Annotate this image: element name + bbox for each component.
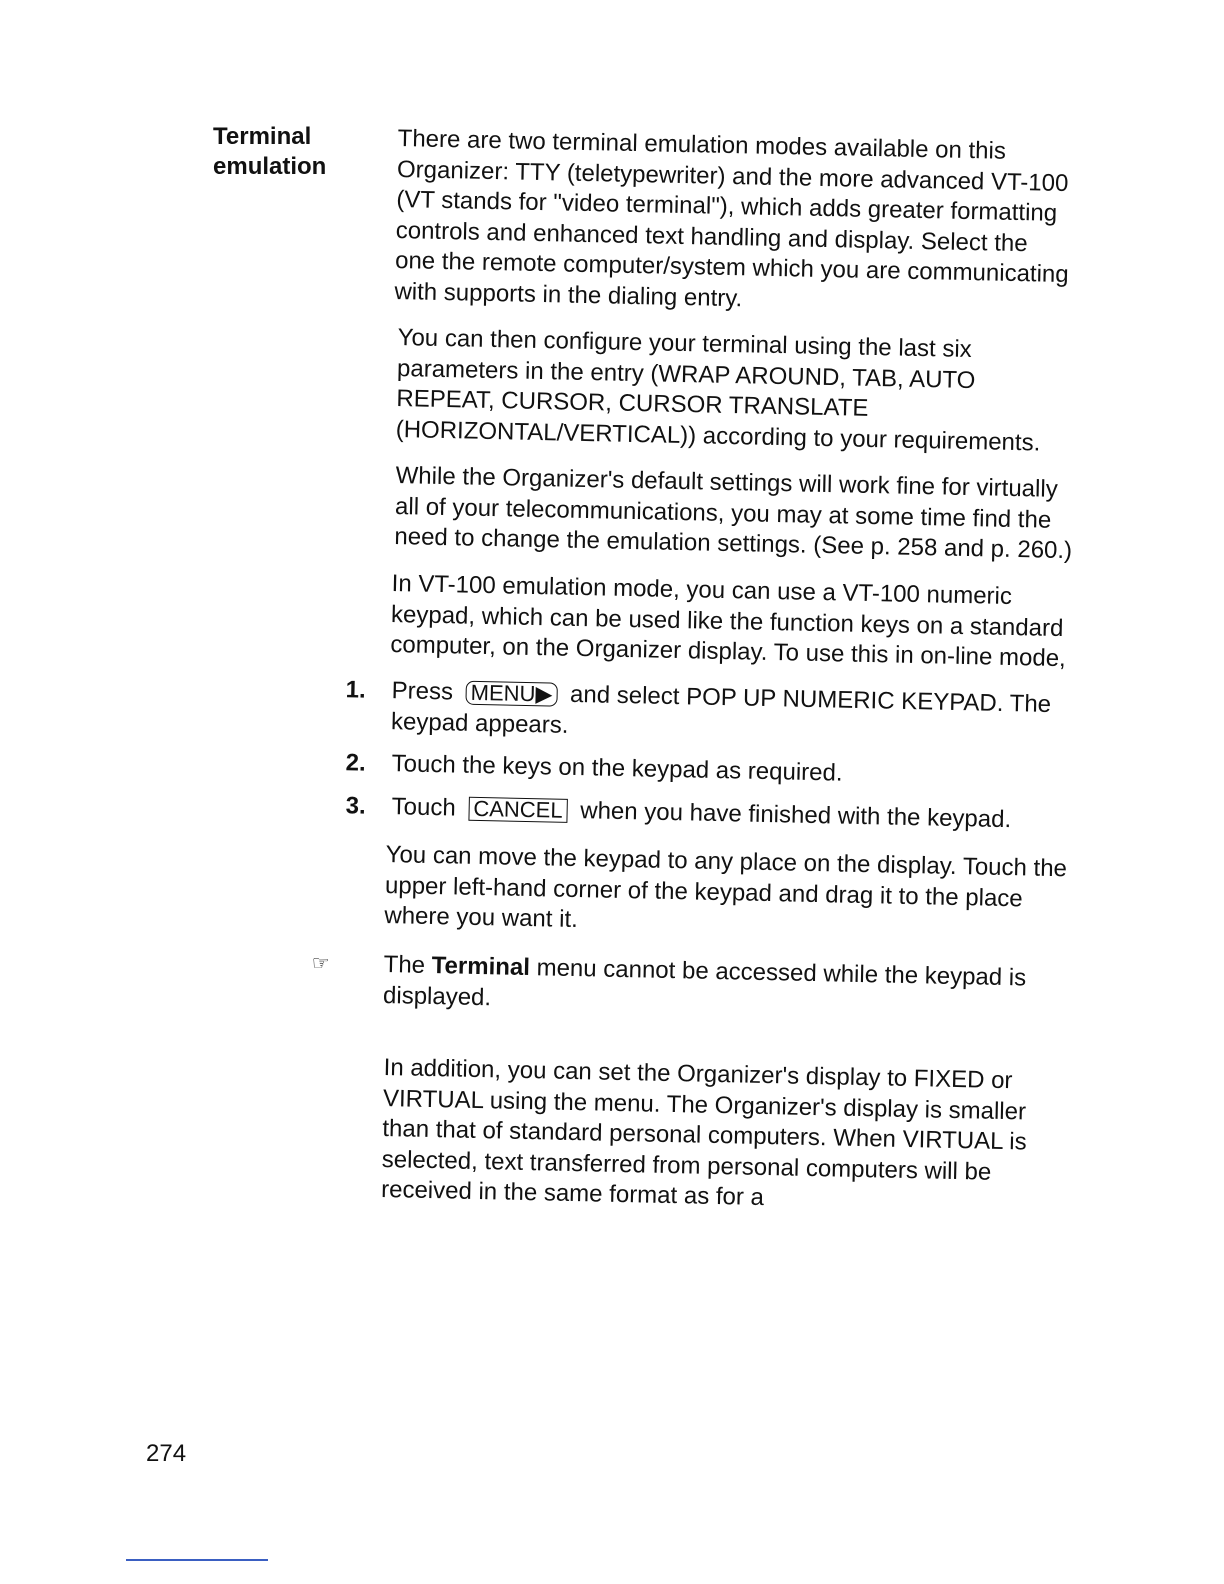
- step-number: 3.: [345, 791, 366, 820]
- step-text-pre: Press: [391, 677, 454, 706]
- section-heading-line2: emulation: [213, 153, 327, 180]
- step-3: [345, 791, 1073, 837]
- step-text-pre: Touch: [391, 792, 457, 822]
- note: [311, 950, 1074, 1025]
- paragraph-display-mode: In addition, you can set the Organizer's display to FIXED or VIRTUAL using the menu. The Organizer's display is smaller than that of standard personal computers. When VIRTUAL is selected, text transferred from personal computers will be received in the same format as for a: [380, 1053, 1027, 1211]
- pointing-hand-icon: ☞: [311, 951, 330, 975]
- paragraph-vt100-keypad: In VT-100 emulation mode, you can use a VT-100 numeric keypad, which can be used like the function keys on a standard computer, on the Organizer display. To use this in on-line mode,: [390, 569, 1067, 672]
- note-text-bold: Terminal: [431, 951, 531, 981]
- section-heading: [213, 122, 326, 182]
- steps-list: [345, 676, 1074, 833]
- footer-rule: [126, 1559, 268, 1561]
- step-number: 1.: [345, 676, 366, 704]
- section-heading-line1: Terminal: [213, 123, 312, 150]
- step-1: [345, 676, 1074, 751]
- note-text-pre: The: [383, 950, 426, 979]
- paragraph-configure-terminal: You can then configure your terminal using the last six parameters in the entry (WRAP AROUND, TAB, AUTO REPEAT, CURSOR, CURSOR TRANSLATE (HORIZONTAL/VERTICAL)) according to your requirements.: [395, 323, 1041, 456]
- page-number: 274: [146, 1440, 187, 1467]
- step-text: Touch the keys on the keypad as required.: [391, 750, 843, 787]
- step-number: 2.: [345, 749, 366, 777]
- note-text-post: menu cannot be accessed while the keypad is displayed.: [382, 953, 1027, 1011]
- step-text-post: and select POP UP NUMERIC KEYPAD. The keypad appears.: [390, 680, 1052, 739]
- step-2: [345, 749, 1073, 794]
- paragraph-emulation-modes: There are two terminal emulation modes available on this Organizer: TTY (teletypewriter) and the more advanced VT-100 (VT stands for "video terminal"), which adds greater formatting controls and enhanced text handling and display. Select the one the remote computer/system which you are communicating with supports in the dialing entry.: [394, 124, 1069, 312]
- cancel-key: CANCEL: [468, 796, 568, 822]
- body-column: [311, 124, 1074, 1221]
- paragraph-default-settings: While the Organizer's default settings will work fine for virtually all of your telecommunications, you may at some time find the need to change the emulation settings. (See p. 258 and p. 260.): [394, 461, 1073, 565]
- menu-key: MENU▶: [465, 681, 557, 707]
- step-text-post: when you have finished with the keypad.: [580, 796, 1012, 833]
- paragraph-move-keypad: You can move the keypad to any place on the display. Touch the upper left-hand corner of the keypad and drag it to the place where you want it.: [384, 840, 1068, 934]
